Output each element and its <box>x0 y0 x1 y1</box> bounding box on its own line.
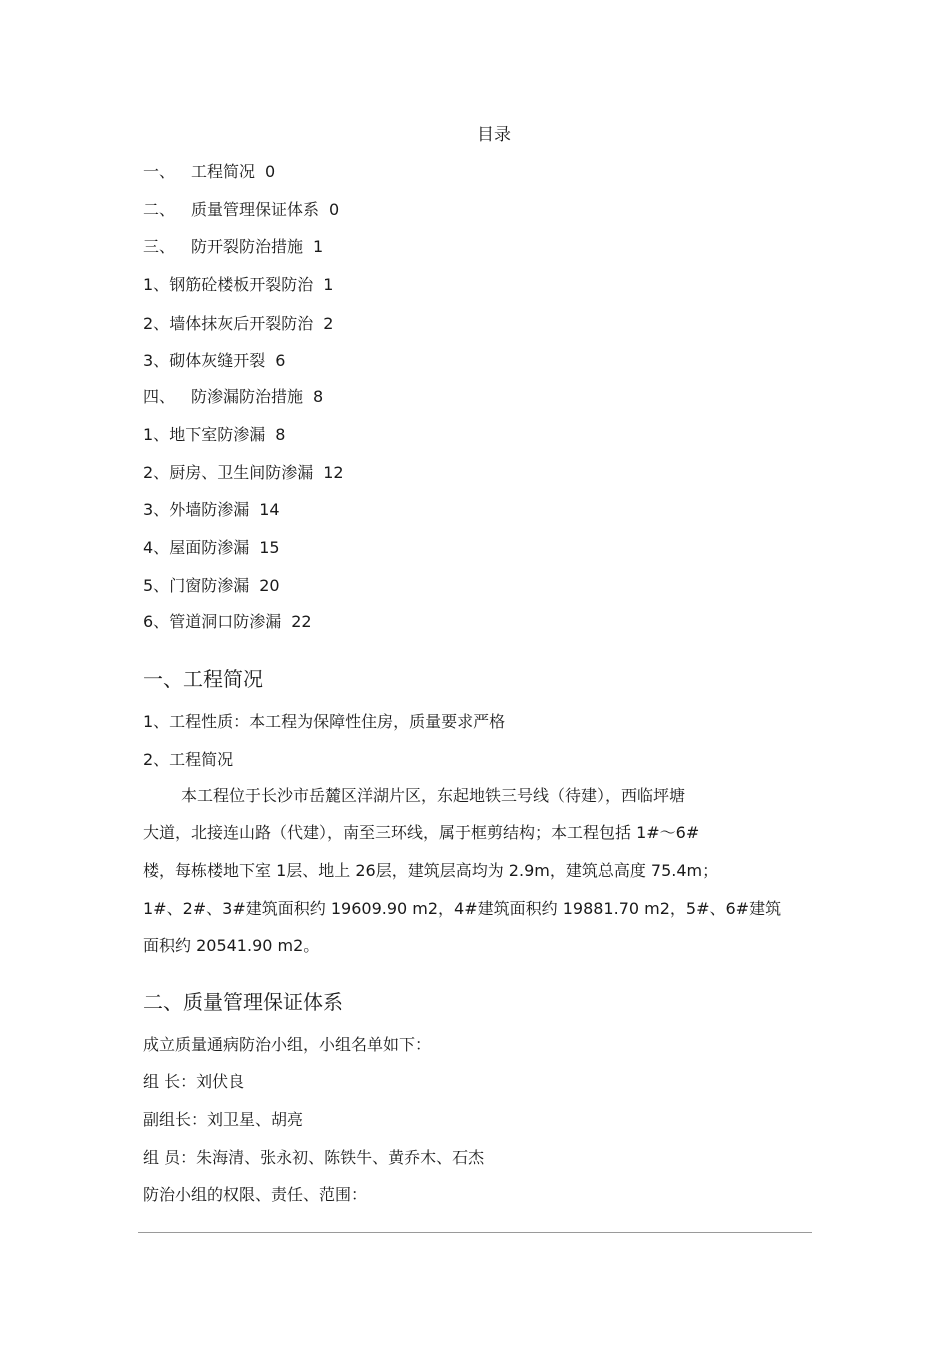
toc-item-page: 14 <box>259 500 280 519</box>
paragraph: 副组长：刘卫星、胡亮 <box>143 1110 304 1129</box>
body-line: 大道，北接连山路（代建），南至三环线，属于框剪结构；本工程包括 1#～6# <box>143 823 700 842</box>
toc-item-number: 四、 <box>143 387 176 406</box>
toc-item-label: 工程简况 <box>191 162 256 181</box>
toc-item-label: 管道洞口防渗漏 <box>169 612 282 631</box>
toc-item[interactable] <box>143 575 280 597</box>
toc-item-page: 1 <box>323 275 334 294</box>
footer-divider <box>138 1232 812 1233</box>
toc-item[interactable] <box>143 537 280 559</box>
toc-item[interactable] <box>143 199 339 221</box>
toc-item-page: 15 <box>259 538 280 557</box>
toc-item-label: 质量管理保证体系 <box>191 200 320 219</box>
paragraph: 1、工程性质：本工程为保障性住房，质量要求严格 <box>143 712 506 731</box>
toc-item[interactable] <box>143 386 323 408</box>
toc-item-label: 地下室防渗漏 <box>169 425 266 444</box>
paragraph: 2、工程简况 <box>143 750 234 769</box>
section-heading: 二、质量管理保证体系 <box>143 990 343 1014</box>
toc-item[interactable] <box>143 462 344 484</box>
body-line: 本工程位于长沙市岳麓区洋湖片区，东起地铁三号线（待建），西临坪塘 <box>181 786 686 805</box>
toc-item[interactable] <box>143 424 285 446</box>
toc-item[interactable] <box>143 161 275 183</box>
toc-item-number: 三、 <box>143 237 176 256</box>
toc-item-label: 外墙防渗漏 <box>169 500 250 519</box>
toc-item-number: 5、 <box>143 576 170 595</box>
toc-item-number: 6、 <box>143 612 170 631</box>
toc-item-label: 防渗漏防治措施 <box>191 387 304 406</box>
toc-item-label: 砌体灰缝开裂 <box>169 351 266 370</box>
paragraph: 防治小组的权限、责任、范围： <box>143 1185 368 1204</box>
toc-item-label: 厨房、卫生间防渗漏 <box>169 463 314 482</box>
toc-item[interactable] <box>143 611 312 633</box>
toc-item-page: 1 <box>313 237 324 256</box>
toc-item[interactable] <box>143 313 333 335</box>
body-line: 1#、2#、3#建筑面积约 19609.90 m2，4#建筑面积约 19881.70 m2，5#、6#建筑 <box>143 899 782 918</box>
toc-item[interactable] <box>143 499 280 521</box>
toc-item[interactable] <box>143 236 323 258</box>
toc-item-page: 20 <box>259 576 280 595</box>
toc-title: 目录 <box>477 125 511 145</box>
toc-item-label: 防开裂防治措施 <box>191 237 304 256</box>
body-line: 楼，每栋楼地下室 1层、地上 26层，建筑层高均为 2.9m，建筑总高度 75.4m； <box>143 861 719 880</box>
section-heading: 一、工程简况 <box>143 667 263 691</box>
toc-item-page: 8 <box>313 387 324 406</box>
toc-item[interactable] <box>143 350 285 372</box>
paragraph: 组 长：刘伏良 <box>143 1072 245 1091</box>
paragraph: 成立质量通病防治小组，小组名单如下： <box>143 1035 432 1054</box>
toc-item-label: 屋面防渗漏 <box>169 538 250 557</box>
toc-item-number: 1、 <box>143 275 170 294</box>
toc-item-page: 0 <box>329 200 340 219</box>
toc-item-number: 3、 <box>143 500 170 519</box>
toc-item-number: 3、 <box>143 351 170 370</box>
toc-item-label: 门窗防渗漏 <box>169 576 250 595</box>
toc-item-number: 1、 <box>143 425 170 444</box>
toc-item-label: 钢筋砼楼板开裂防治 <box>169 275 314 294</box>
toc-item-page: 22 <box>291 612 312 631</box>
body-paragraph <box>143 785 811 965</box>
toc-item-number: 2、 <box>143 463 170 482</box>
toc-item-page: 0 <box>265 162 276 181</box>
toc-item-number: 2、 <box>143 314 170 333</box>
toc-item-number: 一、 <box>143 162 176 181</box>
body-line: 面积约 20541.90 m2。 <box>143 936 320 955</box>
toc-item-page: 12 <box>323 463 344 482</box>
toc-item[interactable] <box>143 274 333 296</box>
toc-item-number: 二、 <box>143 200 176 219</box>
toc-item-page: 8 <box>275 425 286 444</box>
toc-item-page: 2 <box>323 314 334 333</box>
toc-item-label: 墙体抹灰后开裂防治 <box>169 314 314 333</box>
toc-item-number: 4、 <box>143 538 170 557</box>
toc-item-page: 6 <box>275 351 286 370</box>
paragraph: 组 员：朱海清、张永初、陈铁牛、黄乔木、石杰 <box>143 1148 485 1167</box>
